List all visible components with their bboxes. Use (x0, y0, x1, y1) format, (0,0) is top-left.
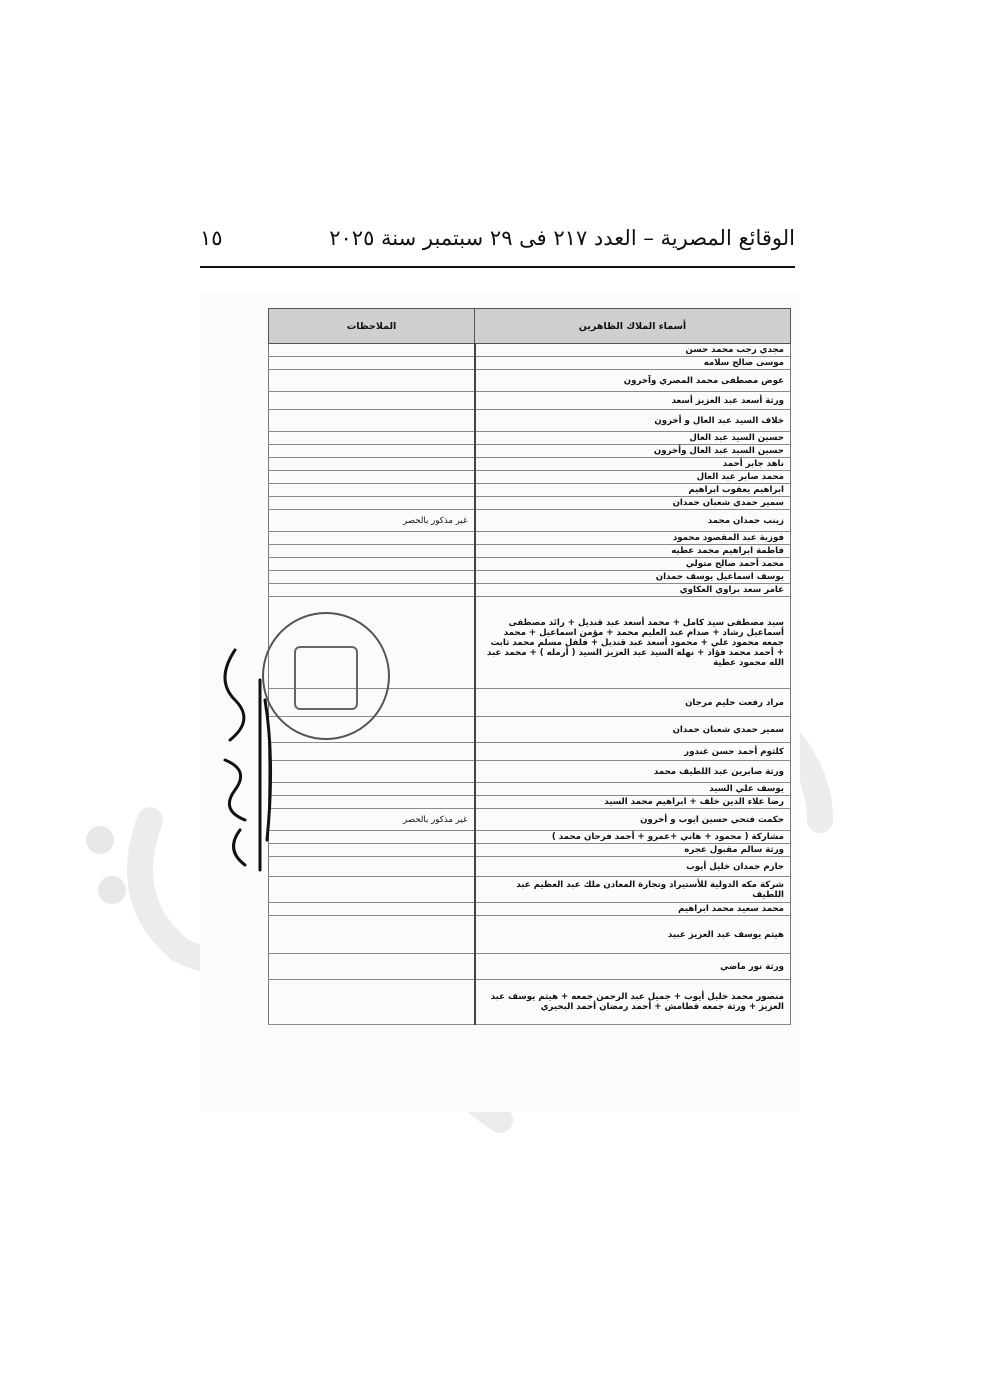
note-cell (269, 571, 475, 584)
owner-name-cell: سمير حمدي شعبان حمدان (475, 497, 791, 510)
note-cell (269, 844, 475, 857)
note-cell (269, 545, 475, 558)
owner-name-cell: عوض مصطفى محمد المصري وآخرون (475, 370, 791, 392)
table-row (269, 761, 791, 783)
note-cell (269, 410, 475, 432)
owner-name-cell: حازم حمدان خليل أيوب (475, 857, 791, 877)
owner-name-cell: زينب حمدان محمد (475, 510, 791, 532)
owner-name-cell: ابراهيم يعقوب ابراهيم (475, 484, 791, 497)
page-header (200, 226, 795, 260)
owner-name-cell: يوسف علي السيد (475, 783, 791, 796)
table-row (269, 510, 791, 532)
owner-name-cell: فاطمة ابراهيم محمد عطيه (475, 545, 791, 558)
table-header-row (269, 309, 791, 344)
owner-name-cell: هيثم يوسف عبد العزيز عبيد (475, 916, 791, 954)
note-cell (269, 954, 475, 980)
note-cell (269, 903, 475, 916)
table-row (269, 954, 791, 980)
table-row (269, 584, 791, 597)
owner-name-cell: منصور محمد خليل أيوب + جميل عبد الرحمن جمعه + هيثم يوسف عبد العزيز + ورثة جمعه قطامش + أحمد رمضان أحمد البحيري (475, 980, 791, 1025)
note-cell (269, 857, 475, 877)
table-row (269, 743, 791, 761)
table-row (269, 844, 791, 857)
note-cell (269, 458, 475, 471)
owner-name-cell: ناهد جابر أحمد (475, 458, 791, 471)
column-header-notes: الملاحظات (269, 309, 475, 344)
note-cell: غير مذكور بالحصر (269, 510, 475, 532)
stamp-emblem-icon (294, 646, 358, 710)
table-row (269, 392, 791, 410)
note-cell (269, 980, 475, 1025)
table-row (269, 809, 791, 831)
note-cell (269, 357, 475, 370)
table-row (269, 558, 791, 571)
note-cell (269, 916, 475, 954)
header-rule (200, 266, 795, 268)
note-cell (269, 831, 475, 844)
table-row (269, 783, 791, 796)
owner-name-cell: يوسف اسماعيل يوسف حمدان (475, 571, 791, 584)
table-row (269, 484, 791, 497)
owner-name-cell: رضا علاء الدين خلف + ابراهيم محمد السيد (475, 796, 791, 809)
table-row (269, 445, 791, 458)
note-cell (269, 783, 475, 796)
owner-name-cell: شركة مكه الدولية للأستيراد وتجارة المعادن ملك عبد العظيم عبد اللطيف (475, 877, 791, 903)
note-cell (269, 761, 475, 783)
table-row (269, 796, 791, 809)
table-row (269, 357, 791, 370)
note-cell: غير مذكور بالحصر (269, 809, 475, 831)
owner-name-cell: كلثوم أحمد حسن غندور (475, 743, 791, 761)
owner-name-cell: حسين السيد عبد العال وأخرون (475, 445, 791, 458)
table-row (269, 831, 791, 844)
owner-name-cell: ورثة أسعد عبد العزيز أسعد (475, 392, 791, 410)
table-row (269, 980, 791, 1025)
note-cell (269, 497, 475, 510)
note-cell (269, 471, 475, 484)
note-cell (269, 743, 475, 761)
table-row (269, 458, 791, 471)
table-row (269, 916, 791, 954)
table-row (269, 471, 791, 484)
table-row (269, 903, 791, 916)
owner-name-cell: مجدي رجب محمد حسن (475, 344, 791, 357)
page-number: ١٥ (200, 226, 223, 250)
table-row (269, 344, 791, 357)
owner-name-cell: موسى صالح سلامه (475, 357, 791, 370)
table-row (269, 432, 791, 445)
note-cell (269, 445, 475, 458)
table-row (269, 410, 791, 432)
note-cell (269, 558, 475, 571)
owner-name-cell: سمير حمدي شعبان حمدان (475, 717, 791, 743)
note-cell (269, 532, 475, 545)
table-row (269, 545, 791, 558)
note-cell (269, 344, 475, 357)
owner-name-cell: ورثة سالم مقبول عجره (475, 844, 791, 857)
owner-name-cell: مشاركة ( محمود + هاني +عمرو + أحمد فرحان محمد ) (475, 831, 791, 844)
table-row (269, 497, 791, 510)
handwritten-signature (205, 640, 285, 880)
table-row (269, 571, 791, 584)
table-row (269, 370, 791, 392)
table-row (269, 877, 791, 903)
note-cell (269, 584, 475, 597)
owner-name-cell: سيد مصطفى سيد كامل + محمد أسعد عبد قنديل + رائد مصطفى أسماعيل رشاد + صدام عبد العليم محمد + مؤمن اسماعيل + محمد جمعه محمود علي + محمود أسعد عبد قنديل + فلفل مسلم محمد ثابت + أحمد محمد فؤاد + نهله السيد عبد العزيز السيد ( أرمله ) + محمد عبد الله محمود عطية (475, 597, 791, 689)
owner-name-cell: محمد أحمد صالح متولي (475, 558, 791, 571)
column-header-names: أسماء الملاك الظاهرين (475, 309, 791, 344)
owner-name-cell: مراد رفعت حليم مرجان (475, 689, 791, 717)
owner-name-cell: محمد صابر عبد العال (475, 471, 791, 484)
note-cell (269, 392, 475, 410)
note-cell (269, 877, 475, 903)
note-cell (269, 432, 475, 445)
owner-name-cell: فوزية عبد المقصود محمود (475, 532, 791, 545)
owner-name-cell: محمد سعيد محمد ابراهيم (475, 903, 791, 916)
table-row (269, 532, 791, 545)
owner-name-cell: حكمت فتحي حسين ايوب و أخرون (475, 809, 791, 831)
header-title: الوقائع المصرية – العدد ٢١٧ فى ٢٩ سبتمبر سنة ٢٠٢٥ (329, 226, 795, 250)
note-cell (269, 796, 475, 809)
owner-name-cell: ورثة صابرين عبد اللطيف محمد (475, 761, 791, 783)
owner-name-cell: حسين السيد عبد العال (475, 432, 791, 445)
owner-name-cell: ورثة نور ماضي (475, 954, 791, 980)
note-cell (269, 370, 475, 392)
owner-name-cell: خلاف السيد عبد العال و أخرون (475, 410, 791, 432)
table-row (269, 857, 791, 877)
owner-name-cell: عامر سعد براوي العكاوي (475, 584, 791, 597)
note-cell (269, 484, 475, 497)
